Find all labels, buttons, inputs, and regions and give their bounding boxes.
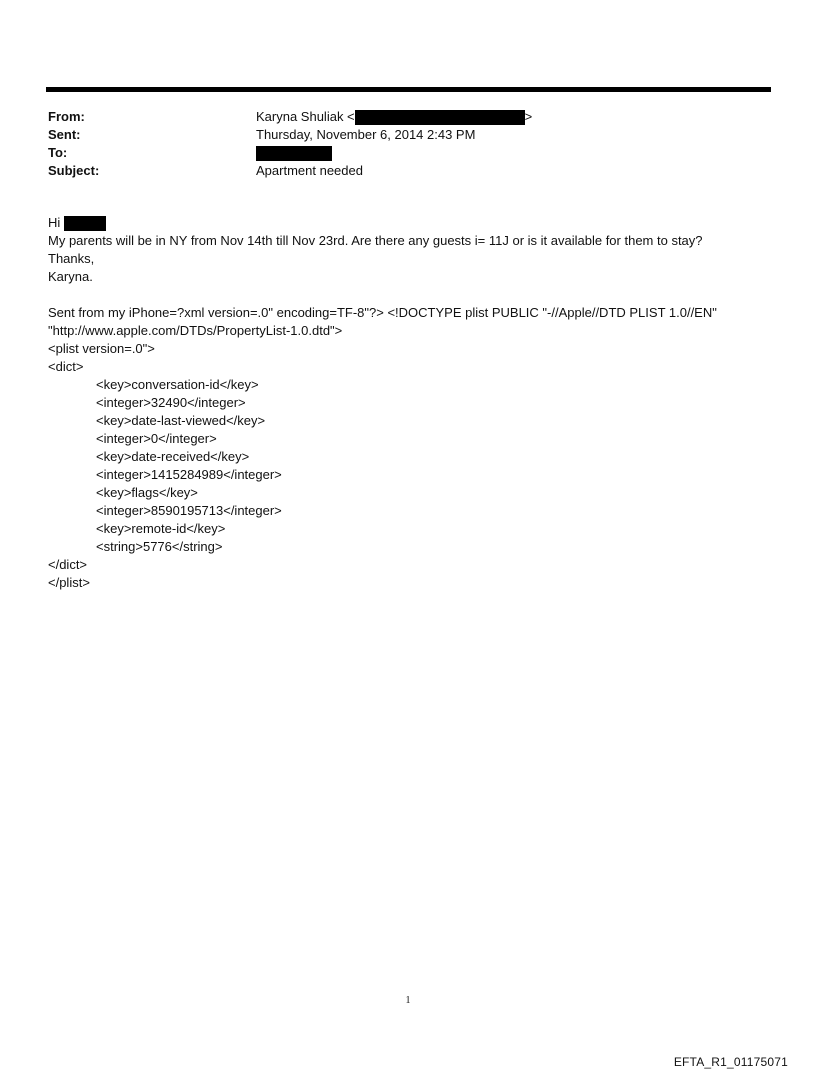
redacted-email: [355, 110, 525, 125]
redacted-greeting-name: [64, 216, 106, 231]
from-label: From:: [48, 109, 85, 124]
redacted-recipient: [256, 146, 332, 161]
sent-row: [48, 126, 748, 144]
dict-line: <key>remote-id</key>: [96, 521, 226, 536]
dict-line: <key>conversation-id</key>: [96, 377, 259, 392]
plist-open-line: <plist version=.0">: [48, 341, 155, 356]
sent-from-line: Sent from my iPhone=?xml version=.0" encoding=TF-8"?> <!DOCTYPE plist PUBLIC "-//Apple//DTD PLIST 1.0//EN": [48, 305, 717, 320]
dict-line: <key>flags</key>: [96, 485, 198, 500]
message-line: My parents will be in NY from Nov 14th till Nov 23rd. Are there any guests i= 11J or is it available for them to stay?: [48, 233, 703, 248]
greeting-line: [48, 214, 768, 232]
document-id: EFTA_R1_01175071: [673, 1055, 788, 1069]
plist-close-line: </plist>: [48, 575, 90, 590]
dict-line: <integer>8590195713</integer>: [96, 503, 282, 518]
thanks-line: Thanks,: [48, 251, 95, 266]
subject-row: [48, 162, 748, 180]
dict-open-line: <dict>: [48, 359, 84, 374]
sent-value: Thursday, November 6, 2014 2:43 PM: [256, 127, 476, 142]
sender-name: Karyna Shuliak <: [256, 109, 355, 124]
dict-close-line: </dict>: [48, 557, 88, 572]
dict-line: <key>date-received</key>: [96, 449, 250, 464]
dict-line: <string>5776</string>: [96, 539, 223, 554]
dict-line: <integer>32490</integer>: [96, 395, 246, 410]
page-number: 1: [405, 995, 411, 1006]
blank-line: [48, 286, 768, 304]
greeting: Hi: [48, 215, 61, 230]
to-row: [48, 144, 748, 162]
from-value: [256, 108, 532, 126]
signature-line: Karyna.: [48, 269, 93, 284]
dict-line: <integer>1415284989</integer>: [96, 467, 282, 482]
header-divider: [46, 87, 771, 92]
email-body: [48, 214, 768, 592]
dict-line: <key>date-last-viewed</key>: [96, 413, 266, 428]
dtd-url-line: "http://www.apple.com/DTDs/PropertyList-1.0.dtd">: [48, 323, 343, 338]
from-row: [48, 108, 748, 126]
to-value: [256, 144, 332, 162]
dict-line: <integer>0</integer>: [96, 431, 217, 446]
subject-value: Apartment needed: [256, 163, 363, 178]
to-label: To:: [48, 145, 68, 160]
email-close: >: [524, 109, 533, 124]
sent-label: Sent:: [48, 127, 81, 142]
subject-label: Subject:: [48, 163, 100, 178]
